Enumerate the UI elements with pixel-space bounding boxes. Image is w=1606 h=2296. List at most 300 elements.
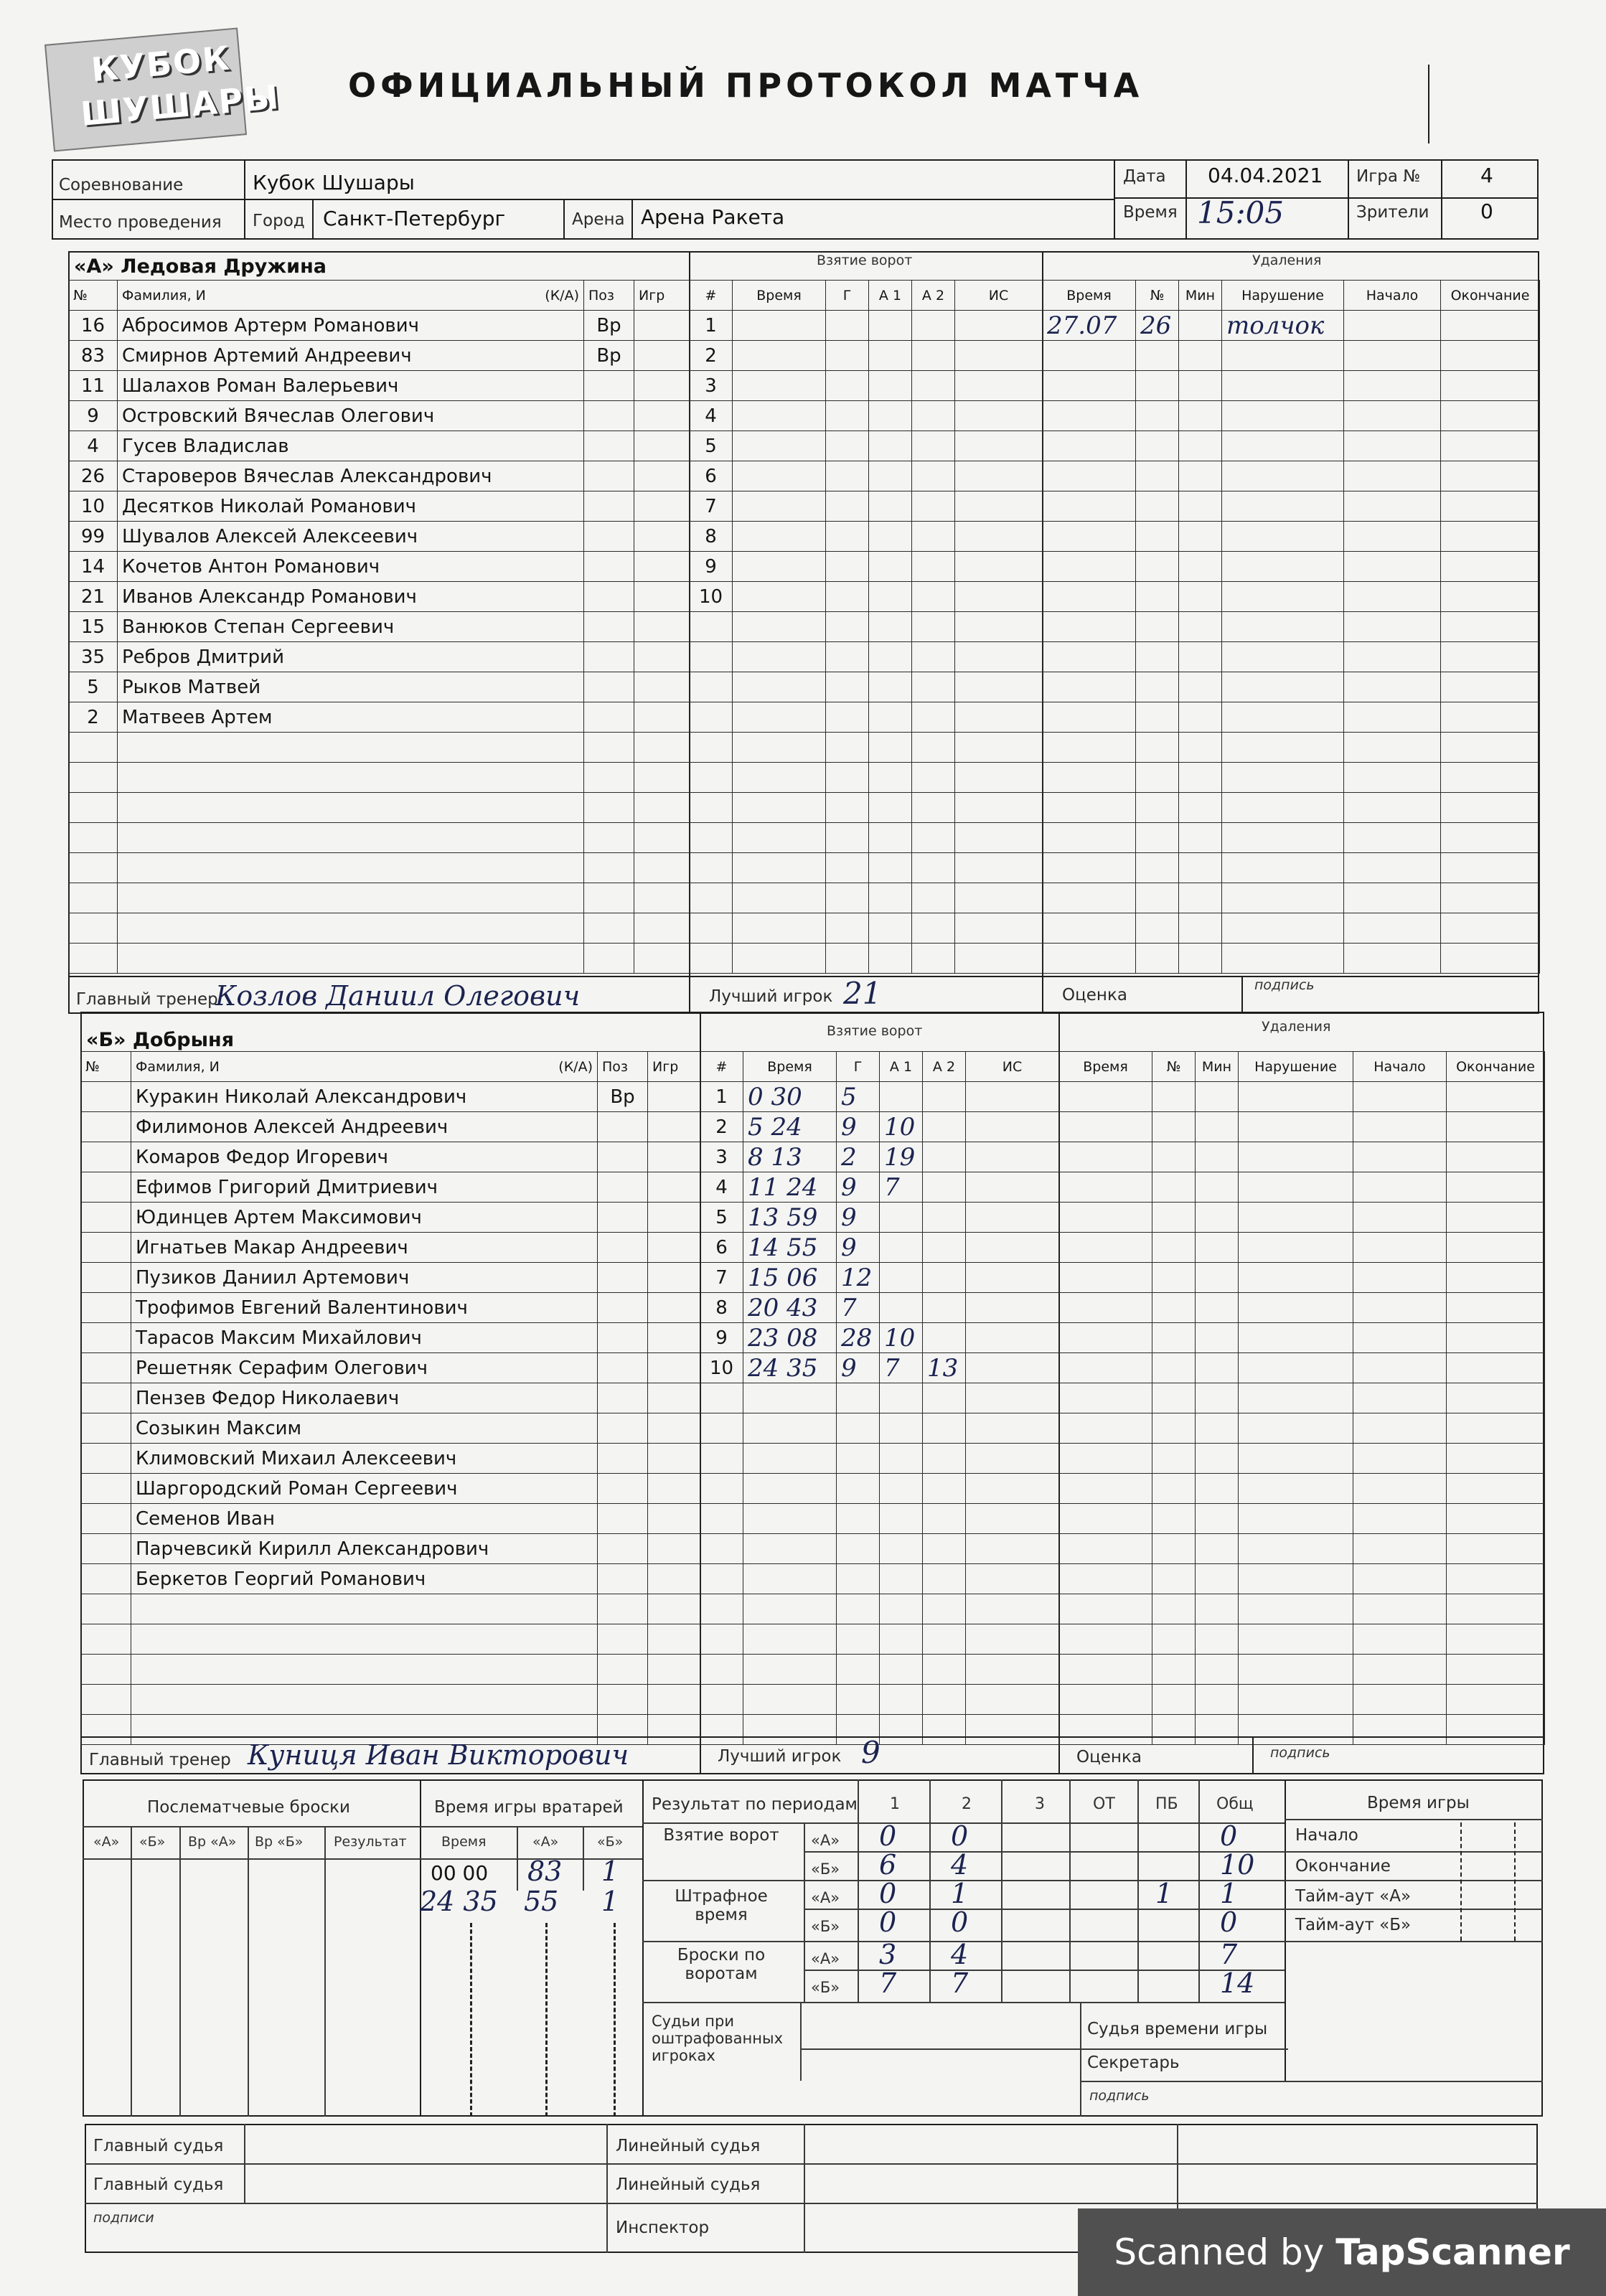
shootout-col-b: «Б» [139,1834,166,1850]
penalty-cell [1447,1263,1545,1293]
player-position [584,944,634,974]
penalty-start [1344,431,1441,461]
penalty-cell [1152,1323,1196,1353]
goal-is [966,1534,1059,1564]
game-start-label: Начало [1295,1826,1358,1845]
penalty-cell [1196,1263,1239,1293]
player-games [648,1504,700,1534]
goal-cell [955,944,1043,974]
goal-index [690,853,733,883]
player-position [598,1353,648,1383]
penalty-cell [1222,853,1344,883]
goal-assist-2 [923,1504,966,1534]
penalty-cell [1447,1624,1545,1655]
col-p-num: № [1136,281,1179,311]
goal-cell [733,431,826,461]
penalty-end [1441,401,1540,431]
penalty-cell [1353,1504,1447,1534]
player-name: Шалахов Роман Валерьевич [118,371,584,401]
player-name: Юдинцев Артем Максимович [131,1203,598,1233]
player-position [584,461,634,491]
player-games [634,431,690,461]
penalty-cell [1222,371,1344,401]
penalty-start [1344,612,1441,642]
penalty-cell [1353,1323,1447,1353]
goal-assist-1 [880,1293,923,1323]
player-name: Ванюков Степан Сергеевич [118,612,584,642]
penalty-end [1441,672,1540,702]
player-name [118,733,584,763]
penalty-cell [1353,1474,1447,1504]
penalty-cell [1447,1293,1545,1323]
period-value: 0 [879,1906,897,1938]
player-position [584,853,634,883]
penalty-cell [1239,1685,1353,1715]
penalty-cell [1043,461,1136,491]
penalty-cell [1059,1685,1152,1715]
handwritten-value: 20 43 [748,1293,818,1322]
col-p-viol: Нарушение [1222,281,1344,311]
goal-cell [733,401,826,431]
goal-index: 5 [700,1203,743,1233]
penalty-cell [1136,763,1179,793]
goal-cell [955,341,1043,371]
penalty-cell [1196,1082,1239,1112]
player-number: 83 [69,341,118,371]
penalty-cell [1239,1594,1353,1624]
player-number [81,1504,131,1534]
player-name [131,1594,598,1624]
goal-is [966,1233,1059,1263]
col-num: № [69,281,118,311]
player-number [81,1172,131,1203]
player-games [634,491,690,522]
player-position [598,1655,648,1685]
player-number [81,1564,131,1594]
col-num-b: № [81,1052,131,1082]
period-value: 4 [951,1939,969,1970]
goal-cell [955,612,1043,642]
goal-time [743,1263,837,1293]
goal-scorer [837,1624,880,1655]
penalty-cell [1179,431,1222,461]
penalty-end [1441,793,1540,823]
player-name [118,913,584,944]
goal-index [690,642,733,672]
table-row [1059,1624,1545,1655]
player-name: Решетняк Серафим Олегович [131,1353,598,1383]
player-position [584,401,634,431]
goal-cell [869,944,912,974]
goal-cell [733,461,826,491]
goal-assist-2 [923,1203,966,1233]
goal-scorer [837,1383,880,1413]
goal-index: 10 [690,582,733,612]
table-row [81,1655,700,1685]
goal-time [743,1715,837,1745]
penalty-cell [1136,702,1179,733]
table-row [1043,944,1540,974]
table-row [1059,1142,1545,1172]
penalty-cell [1136,612,1179,642]
goal-index: 2 [700,1112,743,1142]
table-row [81,1624,700,1655]
arena-value: Арена Ракета [641,205,785,229]
goal-cell [733,642,826,672]
goal-assist-1 [880,1685,923,1715]
penalty-cell [1136,642,1179,672]
player-games [634,341,690,371]
goal-time [743,1082,837,1112]
goal-is [966,1383,1059,1413]
table-row [1059,1112,1545,1142]
penalty-cell [1196,1474,1239,1504]
goal-assist-1 [880,1594,923,1624]
penalty-cell [1059,1383,1152,1413]
table-row [690,371,1043,401]
player-name: Ефимов Григорий Дмитриевич [131,1172,598,1203]
penalty-cell [1239,1142,1353,1172]
table-row [1043,883,1540,913]
goal-cell [955,461,1043,491]
city-label: Город [253,212,305,230]
table-row [700,1444,1059,1474]
player-games [634,552,690,582]
table-row [69,552,690,582]
handwritten-value: 7 [884,1172,900,1202]
player-position [598,1383,648,1413]
penalty-cell [1353,1564,1447,1594]
player-number: 9 [69,401,118,431]
penalty-cell [1353,1293,1447,1323]
goal-cell [826,883,869,913]
player-position [598,1233,648,1263]
goal-index [690,672,733,702]
table-row [690,733,1043,763]
goal-cell [955,582,1043,612]
goal-cell [733,853,826,883]
table-row [81,1685,700,1715]
line-judge-1-label: Линейный судья [616,2137,761,2155]
penalty-time [1043,311,1136,341]
penalty-cell [1043,853,1136,883]
penalty-cell [1059,1293,1152,1323]
player-games [634,642,690,672]
penalty-cell [1447,1685,1545,1715]
shootout-col-vra: Вр «А» [188,1834,237,1850]
team-b-goals [700,1051,1059,1745]
game-time-title: Время игры [1367,1794,1470,1812]
goal-cell [912,341,955,371]
goal-is [966,1444,1059,1474]
goal-time [743,1413,837,1444]
penalty-cell [1353,1624,1447,1655]
player-number [81,1715,131,1745]
player-name: Игнатьев Макар Андреевич [131,1233,598,1263]
goal-cell [733,733,826,763]
goal-cell [869,763,912,793]
col-g-is: ИС [955,281,1043,311]
goal-is [966,1353,1059,1383]
player-name: Созыкин Максим [131,1413,598,1444]
penalty-cell [1043,341,1136,371]
table-row [81,1172,700,1203]
penalty-cell [1152,1715,1196,1745]
penalty-cell [1222,793,1344,823]
player-number [81,1624,131,1655]
game-end-label: Окончание [1295,1857,1391,1876]
goal-assist-1 [880,1474,923,1504]
penalty-cell [1059,1715,1152,1745]
penalty-end [1441,491,1540,522]
player-number [69,793,118,823]
goal-index [700,1504,743,1534]
penalty-cell [1353,1534,1447,1564]
player-position [598,1504,648,1534]
col-name-b: Фамилия, И (К/А) [131,1052,598,1082]
table-row [69,311,690,341]
col-p-min-b: Мин [1196,1052,1239,1082]
table-row [1059,1444,1545,1474]
penalty-cell [1152,1172,1196,1203]
table-row [700,1413,1059,1444]
handwritten-value: 26 [1140,311,1172,340]
penalty-cell [1059,1655,1152,1685]
penalty-cell [1353,1413,1447,1444]
table-row [81,1263,700,1293]
penalty-cell [1059,1142,1152,1172]
penalty-cell [1447,1142,1545,1172]
player-number: 10 [69,491,118,522]
goal-index [690,612,733,642]
penalty-end [1441,612,1540,642]
goal-is [966,1263,1059,1293]
secretary-label: Секретарь [1087,2053,1180,2072]
goal-cell [733,341,826,371]
row-label-penalty: Штрафное время [675,1887,768,1924]
handwritten-value: 9 [841,1172,857,1202]
penalty-cell [1222,883,1344,913]
penalty-cell [1353,1082,1447,1112]
player-number [81,1203,131,1233]
periods-col-3: 3 [1035,1795,1045,1813]
penalty-cell [1196,1444,1239,1474]
penalty-cell [1447,1504,1545,1534]
penalty-cell [1043,702,1136,733]
logo-line2: ШУШАРЫ [79,77,282,133]
penalty-cell [1043,401,1136,431]
penalty-start [1344,702,1441,733]
player-position [598,1413,648,1444]
goal-cell [733,522,826,552]
penalty-cell [1059,1444,1152,1474]
table-row [81,1082,700,1112]
penalty-cell [1043,552,1136,582]
table-row [690,793,1043,823]
player-name [131,1685,598,1715]
goal-cell [912,582,955,612]
player-games [648,1233,700,1263]
col-pos-b: Поз [598,1052,648,1082]
main-judge-2-label: Главный судья [93,2175,224,2194]
handwritten-value: 28 [841,1323,873,1352]
goal-scorer [837,1474,880,1504]
goal-cell [955,431,1043,461]
table-row [690,612,1043,642]
goal-cell [955,552,1043,582]
penalty-cell [1136,733,1179,763]
goal-index: 5 [690,431,733,461]
goal-index: 8 [700,1293,743,1323]
penalty-cell [1447,1233,1545,1263]
periods-title: Результат по периодам [652,1795,858,1814]
penalty-cell [1179,944,1222,974]
goal-assist-2 [923,1082,966,1112]
period-value: 7 [879,1967,897,1999]
goal-scorer [837,1172,880,1203]
penalty-minutes [1179,311,1222,341]
logo-line1: КУБОК [89,38,233,90]
goal-assist-2 [923,1534,966,1564]
col-pos: Поз [584,281,634,311]
table-row [690,702,1043,733]
table-row [69,491,690,522]
penalty-cell [1043,672,1136,702]
goal-index: 7 [700,1263,743,1293]
goal-assist-2 [923,1263,966,1293]
goal-index [690,823,733,853]
penalty-cell [1059,1112,1152,1142]
player-position [584,612,634,642]
goal-time [743,1534,837,1564]
penalty-cell [1043,823,1136,853]
table-row [690,883,1043,913]
penalty-cell [1239,1715,1353,1745]
player-games [648,1624,700,1655]
penalty-cell [1196,1685,1239,1715]
penalty-cell [1179,763,1222,793]
penalty-cell [1239,1624,1353,1655]
table-row [81,1504,700,1534]
handwritten-value: 10 [884,1112,916,1142]
player-number [81,1383,131,1413]
player-position [598,1293,648,1323]
goalie-col-b: «Б» [597,1834,624,1850]
player-position: Вр [598,1082,648,1112]
table-row [690,642,1043,672]
handwritten-value: 10 [884,1323,916,1352]
goal-cell [912,793,955,823]
goal-is [966,1172,1059,1203]
player-games [634,733,690,763]
handwritten-value: 19 [884,1142,916,1172]
goal-cell [826,853,869,883]
goal-cell [955,733,1043,763]
handwritten-value: 8 13 [748,1142,802,1172]
penalty-cell [1043,431,1136,461]
arena-label: Арена [572,210,625,229]
penalty-cell [1196,1413,1239,1444]
col-igr-b: Игр [648,1052,700,1082]
table-row [69,763,690,793]
penalty-cell [1136,672,1179,702]
penalty-cell [1059,1474,1152,1504]
col-p-viol-b: Нарушение [1239,1052,1353,1082]
venue-label: Место проведения [59,213,222,232]
row-label-shots: Броски по воротам [677,1946,766,1983]
goal-index: 3 [690,371,733,401]
player-games [634,401,690,431]
col-g-a2-b: А 2 [923,1052,966,1082]
goal-is [966,1413,1059,1444]
team-a-penalties [1042,280,1540,974]
player-number [69,883,118,913]
scanner-watermark [1078,2208,1606,2296]
penalty-end [1441,461,1540,491]
goal-scorer [837,1142,880,1172]
goal-cell [733,763,826,793]
player-name [118,823,584,853]
goal-cell [869,733,912,763]
player-name: Кочетов Антон Романович [118,552,584,582]
goal-index [700,1655,743,1685]
goal-time [743,1655,837,1685]
penalty-cell [1196,1564,1239,1594]
table-row [1059,1564,1545,1594]
table-row [1043,431,1540,461]
goal-cell [912,401,955,431]
goal-assist-2 [923,1112,966,1142]
col-g-a1: А 1 [869,281,912,311]
player-number: 35 [69,642,118,672]
penalty-cell [1196,1655,1239,1685]
coach-a-label: Главный тренер [76,990,218,1009]
penalty-cell [1239,1655,1353,1685]
goal-cell [733,702,826,733]
penalty-cell [1152,1655,1196,1685]
penalty-cell [1136,883,1179,913]
penalty-start [1344,522,1441,552]
goal-index: 7 [690,491,733,522]
goal-cell [869,371,912,401]
goal-cell [733,823,826,853]
goal-assist-2 [923,1685,966,1715]
handwritten-value: 7 [841,1293,857,1322]
player-position [598,1594,648,1624]
penalty-cell [1043,793,1136,823]
col-p-time: Время [1043,281,1136,311]
penalty-number [1136,311,1179,341]
table-row [700,1353,1059,1383]
penalty-cell [1353,1715,1447,1745]
team-a-title: «А» Ледовая Дружина [74,255,327,278]
penalty-cell [1179,793,1222,823]
penalty-cell [1447,1413,1545,1444]
penalty-cell [1152,1142,1196,1172]
player-number [81,1233,131,1263]
penalty-end [1441,763,1540,793]
goal-cell [955,371,1043,401]
player-name [118,944,584,974]
table-row [700,1172,1059,1203]
table-row [1059,1233,1545,1263]
penalty-cell [1059,1353,1152,1383]
best-a-label: Лучший игрок [709,987,833,1006]
goal-assist-2 [923,1474,966,1504]
player-position [584,491,634,522]
penalty-cell [1043,522,1136,552]
player-name: Парчевсикй Кирилл Александрович [131,1534,598,1564]
